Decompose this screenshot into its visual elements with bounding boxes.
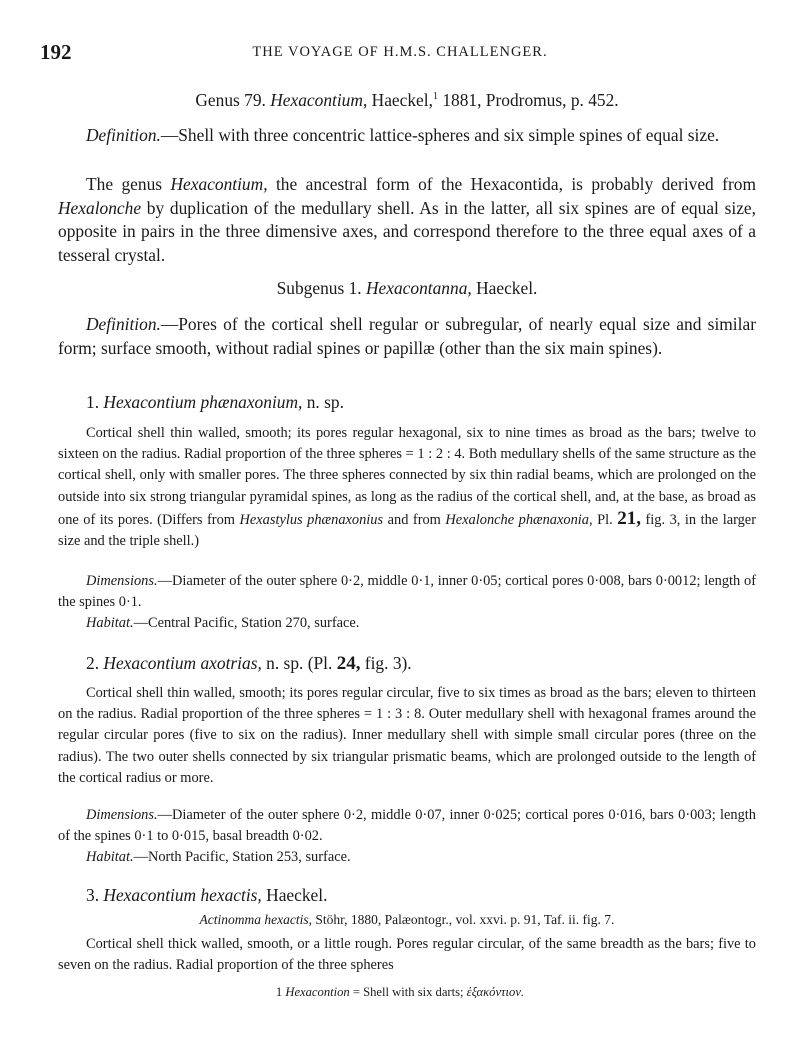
species-3-description: Cortical shell thick walled, smooth, or a little rough. Pores regular circular, of the same breadth as the bars; five to seven on the radius. Radial proportion of the three spheres (58, 936, 756, 974)
subgenus-heading: Subgenus 1. Hexacontanna, Haeckel. (276, 278, 538, 298)
species-3-synonym: Actinomma hexactis, Stöhr, 1880, Palæontogr., vol. xxvi. p. 91, Taf. ii. fig. 7. (199, 912, 615, 927)
footnote: 1 Hexacontion = Shell with six darts; ἑξακόντιον. (275, 985, 525, 999)
running-title: THE VOYAGE OF H.M.S. CHALLENGER. (252, 44, 548, 60)
species-1-description: Cortical shell thin walled, smooth; its pores regular hexagonal, six to nine times as broad as the bars; twelve to sixteen on the radius. Radial proportion of the three spheres = 1 : 2 : 4. Both medullary shells of the same structure as the cortical shell, only with smaller pores. The three spheres connected by six thin radial beams, which are prolonged on the outside into six strong triangular pyramidal spines, as long as the radius of the cortical shell, and, at the base, as broad as one of its pores. (Differs from Hexastylus phænaxonius and from Hexalonche phænaxonia, Pl. 21, fig. 3, in the larger size and the triple shell.) (58, 425, 756, 550)
genus-name: Hexacontium (270, 90, 363, 110)
species-1-heading: 1. Hexacontium phænaxonium, n. sp. (86, 392, 344, 412)
species-2-heading: 2. Hexacontium axotrias, n. sp. (Pl. 24, fig. 3). (86, 653, 412, 674)
species-2-habitat: Habitat.—North Pacific, Station 253, surface. (86, 849, 351, 865)
page-number: 192 (40, 40, 72, 64)
subgenus-name: Hexacontanna, (365, 278, 472, 298)
page-header (40, 40, 760, 70)
species-1-habitat: Habitat.—Central Pacific, Station 270, surface. (86, 615, 360, 631)
genus-definition: Definition.—Shell with three concentric lattice-spheres and six simple spines of equal size. (86, 125, 720, 145)
genus-heading: Genus 79. Hexacontium, Haeckel,$^1$ 1881, Prodromus, p. 452. (195, 90, 619, 110)
subgenus-definition: Definition.—Pores of the cortical shell regular or subregular, of nearly equal size and similar form; surface smooth, without radial spines or papillæ (other than the six main spines). (58, 314, 756, 358)
species-1-dimensions: Dimensions.—Diameter of the outer sphere 0·2, middle 0·1, inner 0·05; cortical pores 0·008, bars 0·0012; length of the spines 0·1. (58, 573, 756, 611)
species-2-description: Cortical shell thin walled, smooth; its pores regular circular, five to six times as broad as the bars; eleven to thirteen on the radius. Radial proportion of the three spheres = 1 : 3 : 8. Outer medullary shell with hexagonal frames around the regular circular pores (five to six on the radius). Inner medullary shell with simple small circular pores (three on the radius). The two outer shells connected by six triangular prismatic beams, which are prolonged outside to the length of the cortical radius or more. (58, 685, 756, 786)
species-3-heading: 3. Hexacontium hexactis, Haeckel. (86, 885, 328, 905)
footnote-ref: 1 (432, 91, 438, 103)
species-2-dimensions: Dimensions.—Diameter of the outer sphere 0·2, middle 0·07, inner 0·025; cortical pores 0·016, bars 0·003; length of the spines 0·1 to 0·015, basal breadth 0·02. (58, 807, 756, 845)
genus-paragraph: The genus Hexacontium, the ancestral form of the Hexacontida, is probably derived from Hexalonche by duplication of the medullary shell. As in the latter, all six spines are of equal size, opposite in pairs in the three dimensive axes, and correspond therefore to the three equal axes of a tesseral crystal. (58, 174, 756, 265)
